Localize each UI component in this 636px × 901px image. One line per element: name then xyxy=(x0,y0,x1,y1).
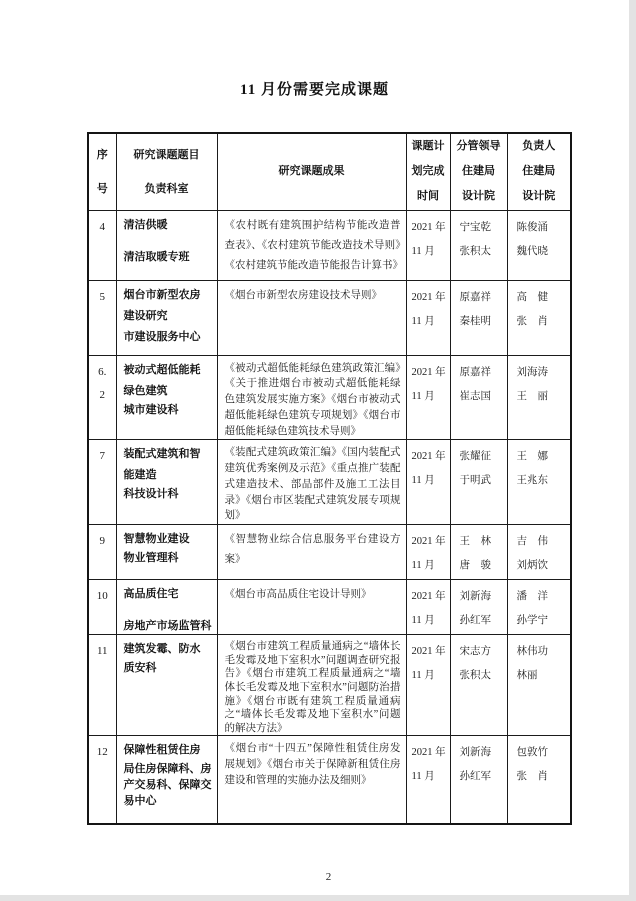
topics-table xyxy=(87,132,572,825)
responsible-department: 清洁取暖专班 xyxy=(123,250,190,263)
leader-cell: 王 林 唐 骏 xyxy=(450,525,507,580)
serial-number-cell: 7 xyxy=(88,440,116,525)
topic-department-cell xyxy=(116,355,217,440)
serial-number-cell: 6. 2 xyxy=(88,355,116,440)
table-row xyxy=(88,440,571,525)
result-cell: 《智慧物业综合信息服务平台建设方案》 xyxy=(217,525,406,580)
table-row xyxy=(88,355,571,440)
table-row xyxy=(88,525,571,580)
table-body xyxy=(88,210,571,824)
topic-department-cell xyxy=(116,280,217,355)
topic-title: 清洁供暖 xyxy=(123,218,168,231)
responsible-department: 房地产市场监管科 xyxy=(123,620,212,632)
topic-title: 装配式建筑和智 能建造 xyxy=(123,448,201,482)
person-cell: 高 健 张 肖 xyxy=(507,280,571,355)
header-leader-in-charge: 分管领导 住建局 设计院 xyxy=(450,133,507,210)
topic-department-cell xyxy=(116,635,217,736)
leader-cell: 宋志方 张积太 xyxy=(450,635,507,736)
result-cell: 《烟台市建筑工程质量通病之“墙体长毛发霉及地下室积水”问题调查研究报告》《烟台市建筑工程质量通病之“墙体长毛发霉及地下室积水”问题防治措施》《烟台市既有建筑工程质量通病之“墙体长毛发霉及地下室积水”问题的解决方法》 xyxy=(217,635,406,736)
leader-cell: 原嘉祥 秦桂明 xyxy=(450,280,507,355)
responsible-department: 质安科 xyxy=(123,662,157,674)
result-cell: 《装配式建筑政策汇编》《国内装配式建筑优秀案例及示范》《重点推广装配式建造技术、部品部件及施工工法目录》《烟台市区装配式建筑发展专项规划》 xyxy=(217,440,406,525)
person-cell: 王 娜 王兆东 xyxy=(507,440,571,525)
serial-number-cell: 12 xyxy=(88,736,116,824)
serial-number-cell: 5 xyxy=(88,280,116,355)
leader-cell: 宁宝乾 张积太 xyxy=(450,210,507,280)
person-cell: 包敦竹 张 肖 xyxy=(507,736,571,824)
topic-department-cell xyxy=(116,210,217,280)
leader-cell: 原嘉祥 崔志国 xyxy=(450,355,507,440)
header-serial-number: 序 号 xyxy=(88,133,116,210)
leader-cell: 张耀征 于明武 xyxy=(450,440,507,525)
header-responsible-person: 负责人 住建局 设计院 xyxy=(507,133,571,210)
result-cell: 《被动式超低能耗绿色建筑政策汇编》《关于推进烟台市被动式超低能耗绿色建筑发展实施方案》《烟台市被动式超低能耗绿色建筑专项规划》《烟台市超低能耗绿色建筑技术导则》 xyxy=(217,355,406,440)
responsible-department: 局住房保障科、房产交易科、保障交易中心 xyxy=(123,763,212,808)
header-topic-department: 研究课题题目 负责科室 xyxy=(116,133,217,210)
table-row xyxy=(88,210,571,280)
header-row xyxy=(88,133,571,210)
responsible-department: 物业管理科 xyxy=(123,552,179,564)
serial-number-cell: 4 xyxy=(88,210,116,280)
serial-number-cell: 10 xyxy=(88,580,116,635)
responsible-department: 科技设计科 xyxy=(123,488,179,501)
table-row xyxy=(88,580,571,635)
page-number: 2 xyxy=(325,870,332,883)
result-cell: 《烟台市高品质住宅设计导则》 xyxy=(217,580,406,635)
planned-time-cell: 2021 年 11 月 xyxy=(406,736,450,824)
result-cell: 《烟台市“十四五”保障性租赁住房发展规划》《烟台市关于保障新租赁住房建设和管理的实施办法及细则》 xyxy=(217,736,406,824)
table-row xyxy=(88,280,571,355)
result-cell: 《农村既有建筑围护结构节能改造普查表》、《农村建筑节能改造技术导则》《农村建筑节能改造节能报告计算书》 xyxy=(217,210,406,280)
topic-department-cell xyxy=(116,440,217,525)
serial-number-cell: 9 xyxy=(88,525,116,580)
table-header xyxy=(88,133,571,210)
result-cell: 《烟台市新型农房建设技术导则》 xyxy=(217,280,406,355)
planned-time-cell: 2021 年 11 月 xyxy=(406,440,450,525)
page-title: 11 月份需要完成课题 xyxy=(240,82,389,98)
responsible-department: 市建设服务中心 xyxy=(123,330,201,343)
leader-cell: 刘新海 孙红军 xyxy=(450,736,507,824)
person-cell: 林伟功 林丽 xyxy=(507,635,571,736)
topic-title: 保障性租赁住房 xyxy=(123,744,201,757)
topic-title: 建筑发霉、防水 xyxy=(123,643,201,655)
table-row xyxy=(88,635,571,736)
planned-time-cell: 2021 年 11 月 xyxy=(406,355,450,440)
planned-time-cell: 2021 年 11 月 xyxy=(406,525,450,580)
topic-title: 被动式超低能耗 绿色建筑 xyxy=(123,363,201,397)
responsible-department: 城市建设科 xyxy=(123,403,179,416)
header-result: 研究课题成果 xyxy=(217,133,406,210)
table-row xyxy=(88,736,571,824)
person-cell: 吉 伟 刘炳饮 xyxy=(507,525,571,580)
person-cell: 刘海涛 王 丽 xyxy=(507,355,571,440)
topic-title: 智慧物业建设 xyxy=(123,533,190,545)
topic-title: 高品质住宅 xyxy=(123,588,179,600)
planned-time-cell: 2021 年 11 月 xyxy=(406,280,450,355)
planned-time-cell: 2021 年 11 月 xyxy=(406,635,450,736)
leader-cell: 刘新海 孙红军 xyxy=(450,580,507,635)
topic-department-cell xyxy=(116,580,217,635)
person-cell: 陈俊涌 魏代晓 xyxy=(507,210,571,280)
planned-time-cell: 2021 年 11 月 xyxy=(406,210,450,280)
topic-department-cell xyxy=(116,525,217,580)
topic-department-cell xyxy=(116,736,217,824)
topic-title: 烟台市新型农房 建设研究 xyxy=(123,288,201,322)
person-cell: 潘 洋 孙学宁 xyxy=(507,580,571,635)
header-planned-time: 课题计 划完成 时间 xyxy=(406,133,450,210)
serial-number-cell: 11 xyxy=(88,635,116,736)
planned-time-cell: 2021 年 11 月 xyxy=(406,580,450,635)
